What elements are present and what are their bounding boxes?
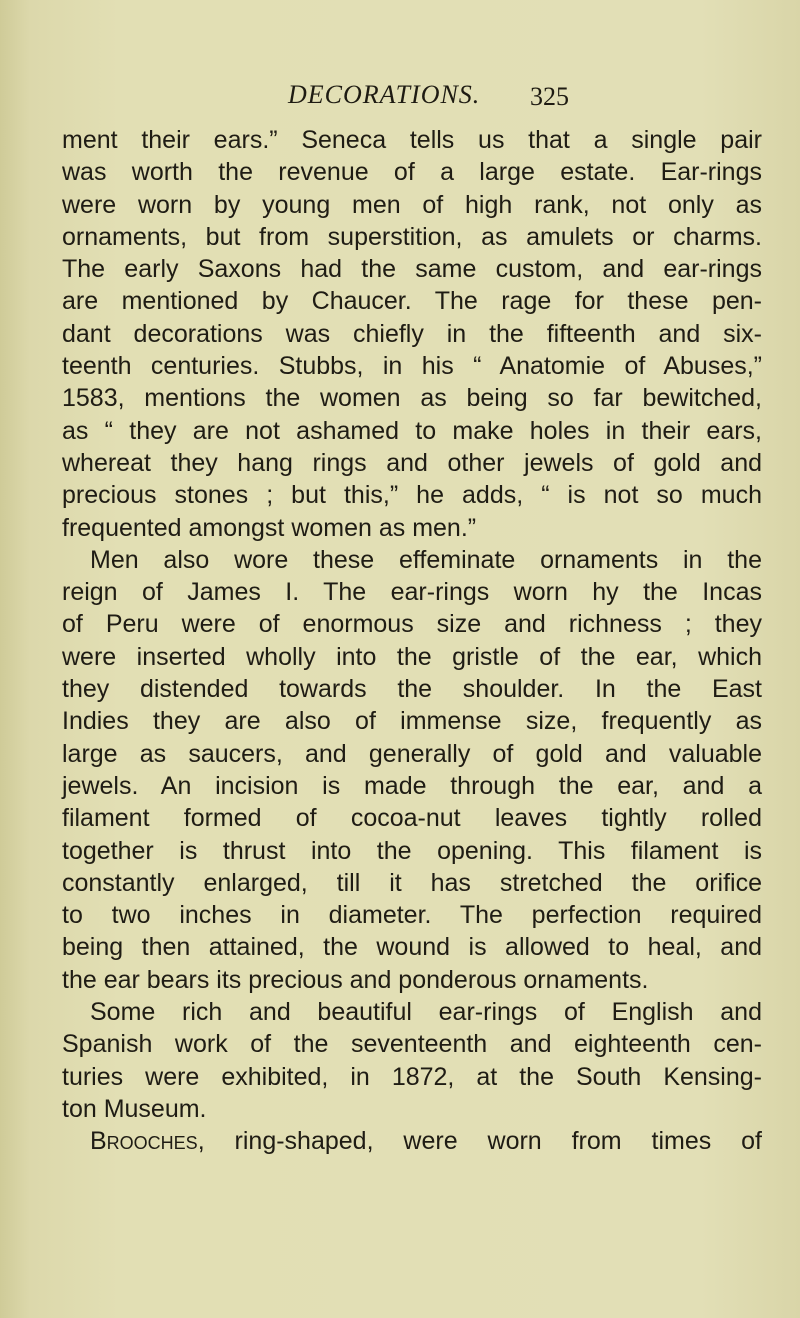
text-line: jewels. An incision is made through the ear, and a — [62, 771, 762, 800]
text-line: ment their ears.” Seneca tells us that a single pair — [62, 126, 762, 154]
text-line: are mentioned by Chaucer. The rage for these pen- — [62, 287, 762, 316]
text-line: they distended towards the shoulder. In the East — [62, 675, 762, 704]
text-line: turies were exhibited, in 1872, at the South Kensing- — [62, 1062, 762, 1091]
text-line: filament formed of cocoa-nut leaves tightly rolled — [62, 804, 762, 833]
text-line: were worn by young men of high rank, not only as — [62, 190, 762, 219]
text-line: Indies they are also of immense size, frequently as — [62, 707, 762, 736]
text-line: whereat they hang rings and other jewels of gold and — [62, 448, 762, 477]
text-line: Spanish work of the seventeenth and eighteenth cen- — [62, 1030, 762, 1059]
text-line: were inserted wholly into the gristle of the ear, which — [62, 642, 762, 671]
body-text — [62, 124, 762, 1158]
text-line: dant decorations was chiefly in the fifteenth and six- — [62, 319, 762, 348]
text-line: Some rich and beautiful ear-rings of English and — [90, 998, 762, 1027]
text-line: The early Saxons had the same custom, and ear-rings — [62, 255, 762, 284]
running-head: DECORATIONS. — [288, 80, 481, 109]
text-line: the ear bears its precious and ponderous ornaments. — [62, 965, 649, 994]
text-line: to two inches in diameter. The perfection required — [62, 901, 762, 930]
text-line: constantly enlarged, till it has stretched the orifice — [62, 868, 762, 897]
text-line: being then attained, the wound is allowed to heal, and — [62, 933, 762, 962]
text-line: together is thrust into the opening. This filament is — [62, 836, 762, 865]
text-line: reign of James I. The ear-rings worn hy the Incas — [62, 578, 762, 607]
page-header — [0, 80, 800, 120]
page-number: 325 — [530, 82, 569, 111]
text-line: ornaments, but from superstition, as amulets or charms. — [62, 222, 762, 251]
text-line: Men also wore these effeminate ornaments in the — [90, 545, 762, 574]
text-line: large as saucers, and generally of gold and valuable — [62, 739, 762, 768]
text-line: precious stones ; but this,” he adds, “ is not so much — [62, 481, 762, 510]
text-line: of Peru were of enormous size and richness ; they — [62, 610, 762, 639]
text-line: was worth the revenue of a large estate. Ear-rings — [62, 158, 762, 187]
text-line: as “ they are not ashamed to make holes in their ears, — [62, 416, 762, 445]
text-line: frequented amongst women as men.” — [62, 513, 477, 542]
text-line — [62, 1125, 762, 1157]
text-line-rest: , ring-shaped, were worn from times of — [197, 1127, 762, 1156]
text-line: 1583, mentions the women as being so far bewitched, — [62, 384, 762, 413]
small-caps-term: Brooches — [90, 1127, 198, 1156]
text-line: ton Museum. — [62, 1094, 207, 1123]
text-line: teenth centuries. Stubbs, in his “ Anatomie of Abuses,” — [62, 352, 762, 381]
